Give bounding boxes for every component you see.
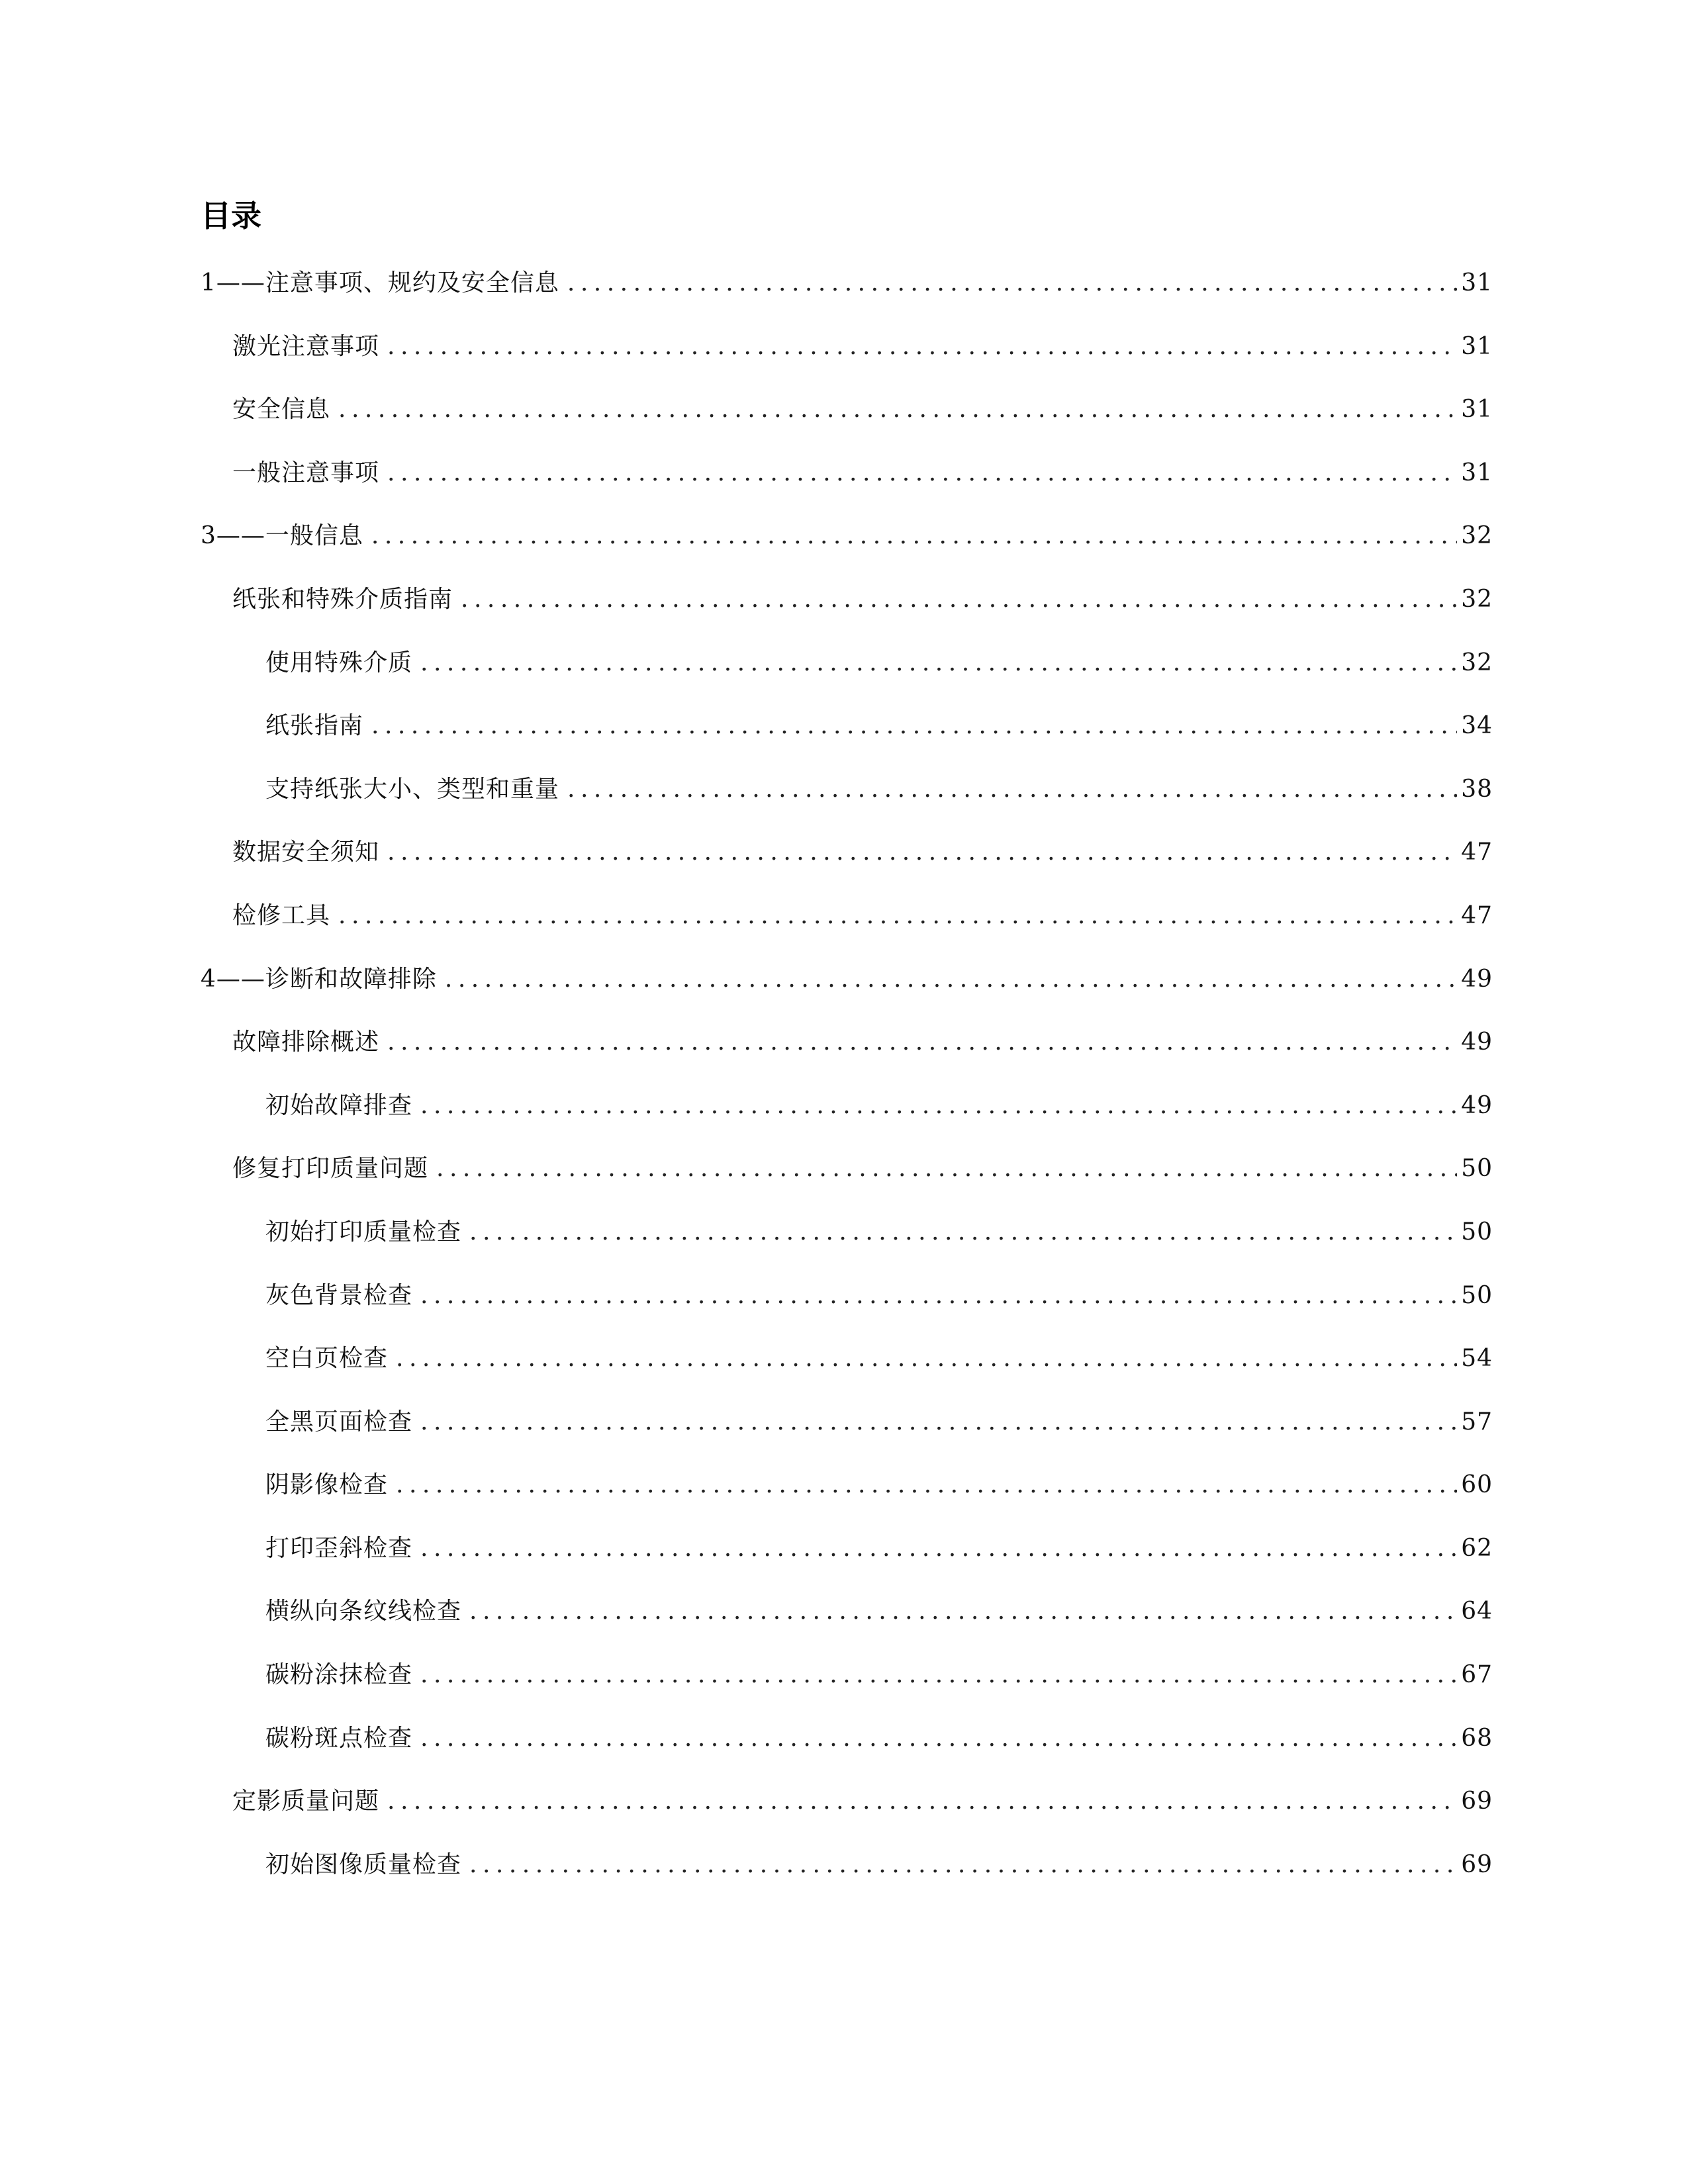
toc-entry[interactable] bbox=[201, 453, 1493, 517]
toc-entry[interactable] bbox=[201, 770, 1493, 833]
toc-entry-title: 修复打印质量问题 bbox=[232, 1155, 429, 1183]
toc-entry-title: 激光注意事项 bbox=[232, 332, 380, 360]
toc-entry[interactable] bbox=[201, 516, 1493, 580]
toc-dot-leader bbox=[396, 1339, 1457, 1379]
toc-page-number: 69 bbox=[1461, 1788, 1493, 1815]
toc-dot-leader bbox=[420, 1086, 1457, 1126]
toc-page-number: 54 bbox=[1461, 1345, 1493, 1373]
toc-dot-leader bbox=[387, 1023, 1457, 1062]
toc-entry-title: 碳粉涂抹检查 bbox=[265, 1661, 413, 1689]
toc-entry-title: 初始故障排查 bbox=[265, 1091, 413, 1119]
toc-entry-title: 使用特殊介质 bbox=[265, 649, 413, 676]
toc-entry[interactable] bbox=[201, 1276, 1493, 1340]
toc-dot-leader bbox=[387, 453, 1457, 493]
toc-dot-leader bbox=[469, 1212, 1457, 1252]
toc-dot-leader bbox=[469, 1592, 1457, 1631]
toc-page-number: 32 bbox=[1461, 585, 1493, 613]
toc-page-number: 32 bbox=[1461, 522, 1493, 550]
toc-dot-leader bbox=[420, 643, 1457, 683]
toc-entry-title: 1——注意事项、规约及安全信息 bbox=[201, 269, 559, 296]
toc-entry[interactable] bbox=[201, 1465, 1493, 1529]
toc-entry[interactable] bbox=[201, 390, 1493, 453]
toc-page-number: 67 bbox=[1461, 1661, 1493, 1689]
toc-page-number: 50 bbox=[1461, 1281, 1493, 1309]
toc-entry-title: 横纵向条纹线检查 bbox=[265, 1598, 462, 1625]
toc-dot-leader bbox=[396, 1465, 1457, 1505]
toc-entry[interactable] bbox=[201, 1402, 1493, 1466]
toc-entry-title: 全黑页面检查 bbox=[265, 1408, 413, 1435]
toc-page-number: 31 bbox=[1461, 459, 1493, 486]
toc-page-number: 31 bbox=[1461, 269, 1493, 296]
toc-dot-leader bbox=[436, 1149, 1457, 1189]
toc-page-number: 69 bbox=[1461, 1850, 1493, 1878]
toc-entry[interactable] bbox=[201, 833, 1493, 896]
toc-page-number: 49 bbox=[1461, 1091, 1493, 1119]
toc-entry-title: 故障排除概述 bbox=[232, 1028, 380, 1056]
toc-entry[interactable] bbox=[201, 327, 1493, 390]
toc-entry-title: 纸张和特殊介质指南 bbox=[232, 585, 453, 613]
toc-dot-leader bbox=[420, 1719, 1457, 1758]
toc-page-number: 50 bbox=[1461, 1155, 1493, 1183]
toc-dot-leader bbox=[420, 1402, 1457, 1442]
toc-entry-title: 纸张指南 bbox=[265, 712, 364, 740]
toc-dot-leader bbox=[387, 327, 1457, 367]
toc-page-number: 34 bbox=[1461, 712, 1493, 740]
toc-dot-leader bbox=[387, 833, 1457, 872]
toc-entry-title: 3——一般信息 bbox=[201, 522, 363, 550]
toc-page-number: 32 bbox=[1461, 649, 1493, 676]
toc-dot-leader bbox=[461, 580, 1457, 619]
toc-page-number: 38 bbox=[1461, 775, 1493, 803]
toc-entry[interactable] bbox=[201, 1782, 1493, 1845]
toc-entry[interactable] bbox=[201, 1212, 1493, 1276]
toc-dot-leader bbox=[567, 263, 1457, 303]
toc-page-number: 64 bbox=[1461, 1598, 1493, 1625]
toc-entry-title: 阴影像检查 bbox=[265, 1471, 389, 1499]
toc-entry-title: 检修工具 bbox=[232, 901, 331, 929]
toc-title: 目录 bbox=[201, 198, 261, 234]
toc-dot-leader bbox=[445, 960, 1457, 999]
toc-dot-leader bbox=[371, 706, 1457, 746]
toc-entry-title: 4——诊断和故障排除 bbox=[201, 965, 437, 993]
toc-entry[interactable] bbox=[201, 1655, 1493, 1719]
toc-entry-title: 一般注意事项 bbox=[232, 459, 380, 486]
toc-entry-title: 初始图像质量检查 bbox=[265, 1850, 462, 1878]
toc-entry[interactable] bbox=[201, 1845, 1493, 1909]
toc-page-number: 50 bbox=[1461, 1218, 1493, 1246]
toc-entry-title: 支持纸张大小、类型和重量 bbox=[265, 775, 560, 803]
toc-dot-leader bbox=[420, 1655, 1457, 1695]
toc-page-number: 47 bbox=[1461, 839, 1493, 866]
toc-page-number: 49 bbox=[1461, 1028, 1493, 1056]
toc-entry[interactable] bbox=[201, 960, 1493, 1023]
toc-entry-title: 定影质量问题 bbox=[232, 1788, 380, 1815]
toc-entry-title: 数据安全须知 bbox=[232, 839, 380, 866]
toc-entry-title: 空白页检查 bbox=[265, 1345, 389, 1373]
toc-page-number: 57 bbox=[1461, 1408, 1493, 1435]
toc-entry[interactable] bbox=[201, 896, 1493, 960]
toc-entry[interactable] bbox=[201, 1023, 1493, 1086]
toc-dot-leader bbox=[371, 516, 1457, 556]
toc-entry-title: 初始打印质量检查 bbox=[265, 1218, 462, 1246]
toc-dot-leader bbox=[469, 1845, 1457, 1885]
toc-dot-leader bbox=[420, 1276, 1457, 1316]
toc-entry-title: 安全信息 bbox=[232, 396, 331, 424]
toc-dot-leader bbox=[338, 896, 1457, 936]
toc-entry-title: 碳粉斑点检查 bbox=[265, 1724, 413, 1752]
toc-page-number: 31 bbox=[1461, 332, 1493, 360]
toc-list bbox=[201, 263, 1493, 1908]
toc-dot-leader bbox=[567, 770, 1457, 809]
toc-page-number: 68 bbox=[1461, 1724, 1493, 1752]
toc-entry[interactable] bbox=[201, 1086, 1493, 1150]
toc-entry[interactable] bbox=[201, 706, 1493, 770]
toc-page-number: 31 bbox=[1461, 396, 1493, 424]
toc-entry-title: 打印歪斜检查 bbox=[265, 1534, 413, 1562]
toc-entry[interactable] bbox=[201, 1149, 1493, 1212]
toc-dot-leader bbox=[420, 1529, 1457, 1569]
toc-dot-leader bbox=[338, 390, 1457, 430]
toc-page-number: 60 bbox=[1461, 1471, 1493, 1499]
toc-entry[interactable] bbox=[201, 1529, 1493, 1592]
toc-page-number: 47 bbox=[1461, 901, 1493, 929]
toc-entry[interactable] bbox=[201, 1592, 1493, 1655]
toc-entry[interactable] bbox=[201, 580, 1493, 643]
toc-entry[interactable] bbox=[201, 643, 1493, 707]
toc-dot-leader bbox=[387, 1782, 1457, 1821]
toc-page-number: 62 bbox=[1461, 1534, 1493, 1562]
toc-entry-title: 灰色背景检查 bbox=[265, 1281, 413, 1309]
toc-entry[interactable] bbox=[201, 1719, 1493, 1782]
toc-entry[interactable] bbox=[201, 1339, 1493, 1402]
toc-entry[interactable] bbox=[201, 263, 1493, 327]
toc-page-number: 49 bbox=[1461, 965, 1493, 993]
